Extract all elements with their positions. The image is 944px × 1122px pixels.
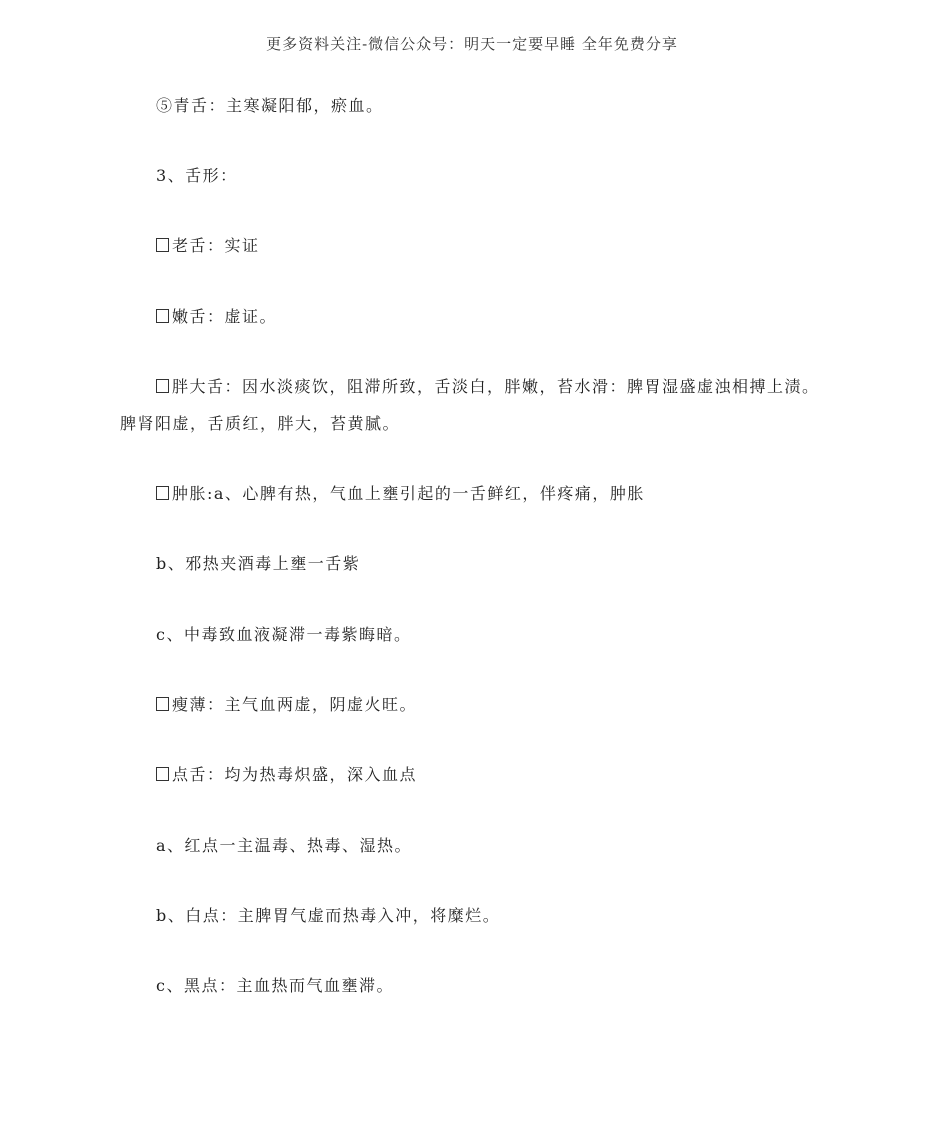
item-nen-she xyxy=(156,307,277,327)
item-lao-she xyxy=(156,236,260,256)
sub-item-c-du-zi: c、中毒致血液凝滞一毒紫晦暗。 xyxy=(156,625,412,644)
item-shou-bo xyxy=(156,695,417,715)
item-text: 瘦薄：主气血两虚，阴虚火旺。 xyxy=(172,695,418,714)
item-text: 点舌：均为热毒炽盛，深入血点 xyxy=(172,765,418,784)
checkbox-square-icon xyxy=(156,238,169,252)
item-pang-da-she-continuation: 脾肾阳虚，舌质红，胖大，苔黄腻。 xyxy=(120,414,401,433)
item-text: 嫩舌：虚证。 xyxy=(172,307,278,326)
item-text: 老舌：实证 xyxy=(172,236,260,255)
item-text: 胖大舌：因水淡痰饮，阻滞所致，舌淡白，胖嫩，苔水滑：脾胃湿盛虚浊相搏上渍。 xyxy=(172,377,820,396)
checkbox-square-icon xyxy=(156,767,169,781)
sub-item-a-hong-dian: a、红点一主温毒、热毒、湿热。 xyxy=(156,836,413,855)
checkbox-square-icon xyxy=(156,697,169,711)
item-zhong-zhang xyxy=(156,484,645,504)
item-text: 肿胀:a、心脾有热，气血上壅引起的一舌鲜红，伴疼痛，肿胀 xyxy=(172,484,645,503)
sub-item-c-hei-dian: c、黑点：主血热而气血壅滞。 xyxy=(156,976,394,995)
checkbox-square-icon xyxy=(156,486,169,500)
item-pang-da-she xyxy=(156,377,820,397)
sub-item-b-zi-she: b、邪热夹酒毒上壅一舌紫 xyxy=(156,554,361,573)
page-header: 更多资料关注-微信公众号：明天一定要早睡 全年免费分享 xyxy=(266,35,678,53)
section-heading-tongue-shape: 3、舌形： xyxy=(156,166,238,185)
checkbox-square-icon xyxy=(156,379,169,393)
item-dian-she xyxy=(156,765,417,785)
paragraph-qing-she: ⑤青舌：主寒凝阳郁，瘀血。 xyxy=(156,96,384,115)
checkbox-square-icon xyxy=(156,309,169,323)
sub-item-b-bai-dian: b、白点：主脾胃气虚而热毒入冲，将糜烂。 xyxy=(156,906,501,925)
